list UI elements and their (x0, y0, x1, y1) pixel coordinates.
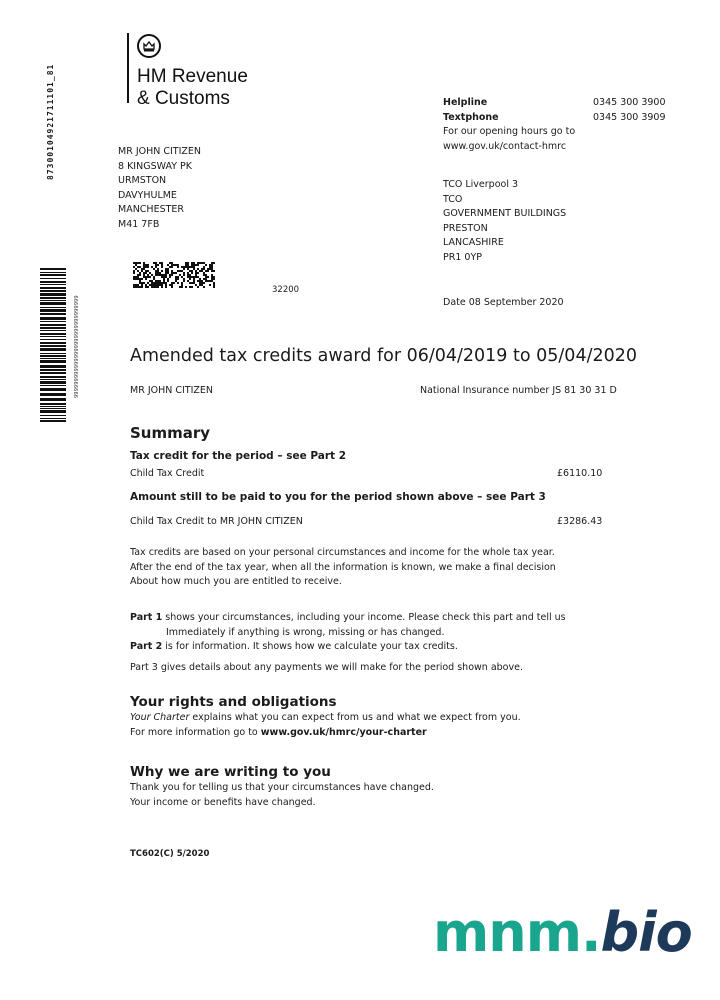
opening-hours-text: For our opening hours go to (443, 126, 576, 137)
why-line: Your income or benefits have changed. (130, 796, 316, 808)
charter-name: Your Charter (130, 712, 190, 723)
postal-matrix-code (133, 262, 215, 288)
why-text (130, 781, 434, 810)
ctc-amount: £6110.10 (557, 468, 603, 479)
part1-text: shows your circumstances, including your income. Please check this part and tell us (165, 612, 566, 623)
charter-link[interactable]: www.gov.uk/hmrc/your-charter (260, 726, 427, 738)
explanation-line: About how much you are entitled to receive. (130, 576, 342, 587)
logo-line-2: & Customs (137, 88, 230, 109)
contact-url: www.gov.uk/contact-hmrc (443, 140, 567, 152)
office-line: PRESTON (443, 222, 488, 234)
office-line: LANCASHIRE (443, 237, 504, 248)
office-line: TCO Liverpool 3 (443, 179, 519, 190)
rights-text (130, 711, 521, 740)
textphone-label: Textphone (443, 111, 499, 123)
parts-list (130, 611, 566, 675)
explanation-line: After the end of the tax year, when all the information is known, we make a final decision (130, 561, 556, 573)
explanation-line: Tax credits are based on your personal circumstances and income for the whole tax year. (130, 547, 555, 558)
margin-barcode (40, 268, 66, 424)
recipient-address (118, 145, 201, 232)
office-line: TCO (443, 193, 463, 205)
tax-credit-heading: Tax credit for the period – see Part 2 (130, 450, 347, 462)
paid-amount: £3286.43 (557, 516, 603, 527)
paid-label: Child Tax Credit to MR JOHN CITIZEN (130, 516, 303, 527)
logo-line-1: HM Revenue (137, 66, 248, 87)
remaining-heading: Amount still to be paid to you for the period shown above – see Part 3 (130, 491, 546, 503)
national-insurance-number: National Insurance number JS 81 30 31 D (420, 385, 617, 396)
helpline-number: 0345 300 3900 (593, 97, 666, 108)
why-line: Thank you for telling us that your circumstances have changed. (130, 782, 434, 793)
office-line: GOVERNMENT BUILDINGS (443, 208, 567, 219)
vertical-reference-code: 87300104921711101_81 (46, 63, 55, 180)
rights-heading: Your rights and obligations (130, 694, 337, 710)
part2-text: is for information. It shows how we calculate your tax credits. (165, 641, 458, 652)
why-heading: Why we are writing to you (130, 764, 331, 780)
recipient-line: MR JOHN CITIZEN (118, 146, 202, 157)
summary-heading: Summary (130, 424, 211, 442)
recipient-line: DAVYHULME (118, 189, 177, 201)
office-address (443, 178, 566, 265)
barcode-number: 9999999999999999999999999999999 (74, 295, 80, 398)
part2-label: Part 2 (130, 641, 163, 652)
recipient-line: URMSTON (118, 175, 167, 186)
part1-label: Part 1 (130, 612, 163, 623)
textphone-number: 0345 300 3909 (593, 111, 666, 123)
reference-code: 32200 (272, 285, 300, 295)
page-title: Amended tax credits award for 06/04/2019 to 05/04/2020 (130, 346, 638, 366)
letter-date: Date 08 September 2020 (443, 297, 564, 308)
logo-rule (127, 33, 129, 103)
helpline-label: Helpline (443, 97, 488, 108)
ctc-label: Child Tax Credit (130, 468, 205, 479)
brand-logo: mnm.bio (433, 901, 692, 964)
recipient-line: 8 KINGSWAY PK (118, 160, 193, 172)
explanation-paragraph (130, 546, 556, 590)
claimant-name: MR JOHN CITIZEN (130, 385, 214, 396)
office-line: PR1 0YP (443, 251, 482, 263)
part3-text: Part 3 gives details about any payments we will make for the period shown above. (130, 661, 523, 673)
crest-icon (137, 34, 161, 58)
contact-block (443, 96, 683, 154)
charter-description: explains what you can expect from us and what we expect from you. (189, 712, 521, 723)
hmrc-logo-text (137, 66, 248, 110)
recipient-line: MANCHESTER (118, 204, 185, 215)
recipient-line: M41 7FB (118, 218, 160, 230)
part1-text-continued: Immediately if anything is wrong, missing or has changed. (166, 626, 445, 638)
form-code: TC602(C) 5/2020 (130, 849, 210, 859)
more-info-text: For more information go to (130, 726, 261, 738)
